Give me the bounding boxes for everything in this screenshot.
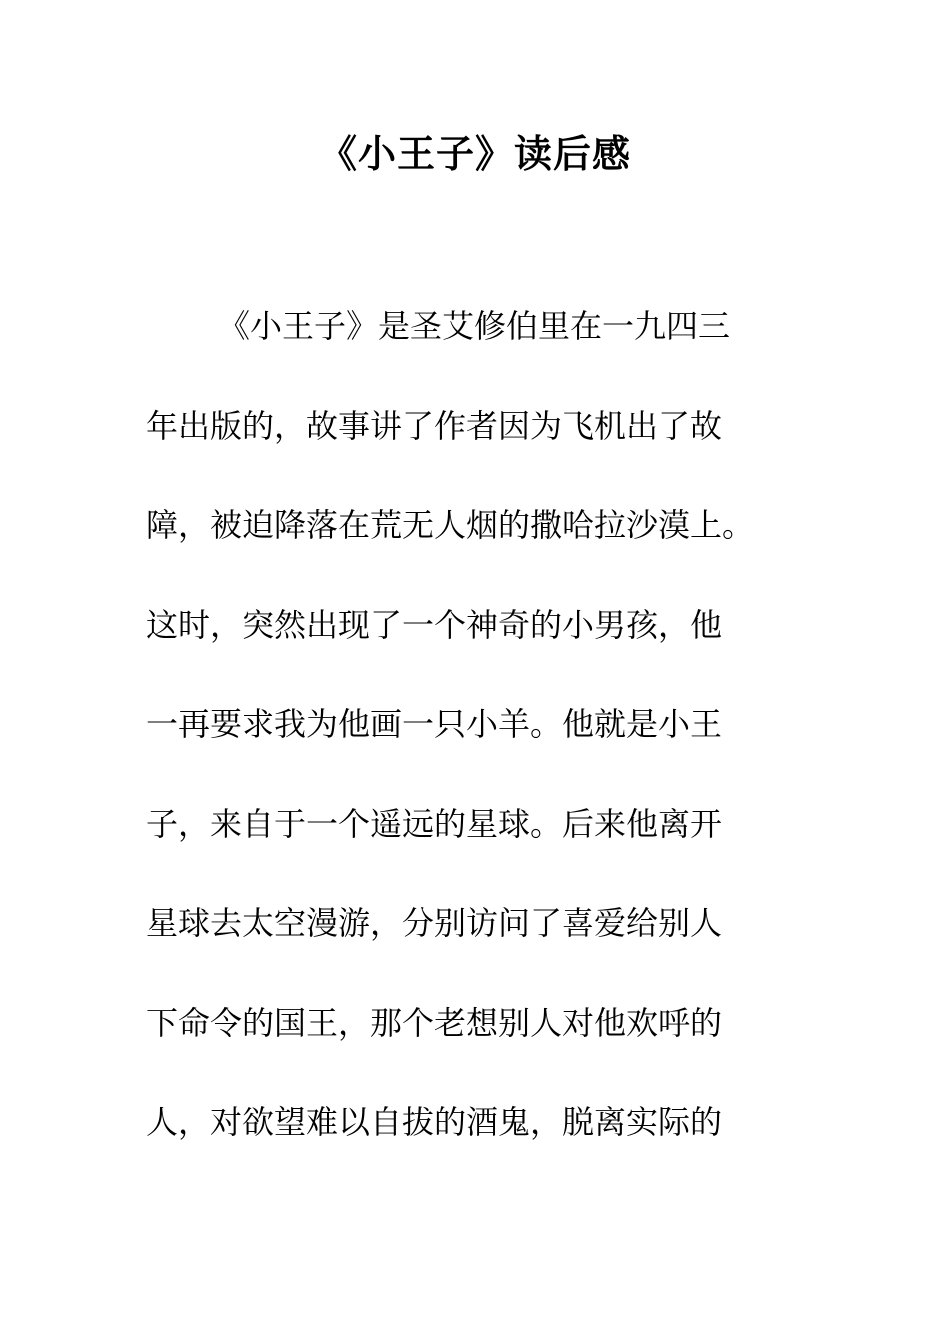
text-line: 人，对欲望难以自拔的酒鬼，脱离实际的: [146, 1103, 723, 1141]
text-line: 年出版的，故事讲了作者因为飞机出了故: [146, 406, 723, 445]
text-line: 障，被迫降落在荒无人烟的撒哈拉沙漠上。: [146, 506, 755, 544]
text-line: 子，来自于一个遥远的星球。后来他离开: [146, 804, 723, 843]
text-line: 这时，突然出现了一个神奇的小男孩，他: [146, 605, 723, 644]
text-line: 《小王子》是圣艾修伯里在一九四三: [218, 307, 731, 345]
text-line: 下命令的国王，那个老想别人对他欢呼的: [146, 1003, 723, 1042]
text-line: 星球去太空漫游，分别访问了喜爱给别人: [146, 904, 723, 942]
body-paragraph: [146, 296, 806, 1192]
text-line: 一再要求我为他画一只小羊。他就是小王: [146, 705, 723, 743]
document-title: 《小王子》读后感: [318, 132, 631, 176]
